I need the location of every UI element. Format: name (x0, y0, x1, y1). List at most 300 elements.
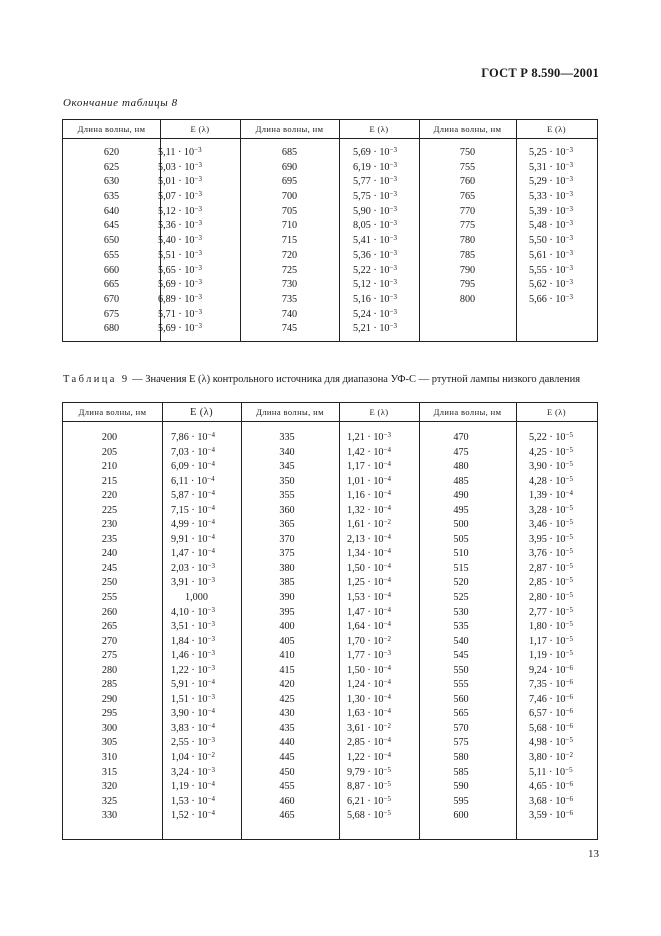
e-value-exponent: −3 (194, 263, 202, 272)
e-value-cell (529, 234, 599, 249)
e-value-mantissa: 5,48 · 10 (529, 220, 566, 232)
e-value-exponent: −3 (207, 692, 215, 701)
wavelength-cell: 520 (453, 577, 469, 589)
e-value-exponent: −3 (565, 175, 573, 184)
e-value-cell (529, 649, 599, 664)
wavelength-cell: 435 (279, 722, 295, 734)
e-value-mantissa: 1,39 · 10 (529, 490, 566, 502)
wavelength-cell: 635 (103, 191, 120, 203)
e-value-cell (171, 635, 241, 650)
e-value-exponent: −4 (207, 678, 215, 687)
e-value-mantissa: 1,80 · 10 (529, 621, 566, 633)
table8-col-wavelength-3: Длина волны, нм (433, 124, 502, 134)
wavelength-cell: 200 (101, 432, 118, 443)
e-value-mantissa: 3,91 · 10 (171, 577, 208, 589)
e-value-mantissa: 3,68 · 10 (529, 795, 566, 807)
e-value-cell (347, 707, 419, 722)
e-value-exponent: −5 (565, 634, 573, 643)
e-value-mantissa: 1,19 · 10 (171, 781, 208, 793)
e-value-mantissa: 1,47 · 10 (171, 548, 208, 560)
wavelength-cell: 730 (281, 279, 298, 291)
e-value-mantissa: 5,91 · 10 (171, 679, 208, 691)
e-value-cell (158, 219, 240, 234)
wavelength-cell: 570 (453, 722, 469, 734)
e-value-cell (347, 809, 419, 824)
e-value-exponent: −4 (383, 605, 391, 614)
wavelength-cell: 585 (453, 766, 469, 778)
e-value-cell (347, 751, 419, 766)
wavelength-cell: 335 (279, 432, 295, 443)
wavelength-cell: 785 (459, 249, 476, 261)
e-value-mantissa: 1,32 · 10 (347, 504, 384, 516)
table-8 (62, 119, 598, 342)
wavelength-cell: 375 (279, 548, 295, 560)
e-value-mantissa: 5,69 · 10 (353, 147, 390, 158)
e-value-cell (171, 707, 241, 722)
wavelength-cell: 485 (453, 475, 469, 487)
e-value-exponent: −3 (383, 431, 391, 439)
e-value-exponent: −4 (207, 547, 215, 556)
wavelength-cell: 695 (281, 176, 298, 188)
wavelength-cell: 305 (101, 737, 118, 749)
wavelength-cell: 480 (453, 461, 469, 473)
e-value-exponent: −3 (389, 248, 397, 257)
e-value-exponent: −3 (194, 146, 202, 154)
table9-caption (63, 374, 599, 386)
e-value-cell (171, 591, 241, 606)
wavelength-cell: 795 (459, 279, 476, 291)
e-value-mantissa: 1,42 · 10 (347, 446, 384, 458)
table9-value-column-1 (171, 431, 241, 824)
e-value-mantissa: 2,13 · 10 (347, 533, 384, 545)
e-value-exponent: −4 (383, 663, 391, 672)
e-value-exponent: −3 (383, 649, 391, 658)
e-value-cell (529, 606, 599, 621)
e-value-cell (171, 518, 241, 533)
e-value-cell (347, 635, 419, 650)
table9-caption-label: Таблица 9 (63, 374, 130, 385)
table9-col-e-3: E (λ) (546, 407, 567, 417)
e-value-mantissa: 7,03 · 10 (171, 446, 208, 458)
document-number: ГОСТ Р 8.590—2001 (481, 66, 599, 80)
e-value-mantissa: 7,86 · 10 (171, 432, 208, 443)
e-value-cell (158, 249, 240, 264)
e-value-cell (158, 234, 240, 249)
e-value-cell (353, 322, 419, 337)
e-value-exponent: −4 (383, 692, 391, 701)
e-value-exponent: −3 (389, 219, 397, 228)
e-value-exponent: −2 (383, 634, 391, 643)
e-value-cell (353, 264, 419, 279)
wavelength-cell: 410 (279, 650, 295, 662)
e-value-exponent: −4 (383, 532, 391, 541)
e-value-cell (529, 635, 599, 650)
e-value-cell (158, 146, 240, 161)
e-value-cell (347, 736, 419, 751)
e-value-mantissa: 4,98 · 10 (529, 737, 566, 749)
e-value-exponent: −3 (207, 605, 215, 614)
e-value-exponent: −5 (383, 765, 391, 774)
table9-col-wavelength-2: Длина волны, нм (256, 407, 324, 417)
wavelength-cell: 700 (281, 191, 298, 203)
e-value-exponent: −5 (565, 474, 573, 483)
wavelength-cell: 515 (453, 562, 469, 574)
wavelength-cell: 600 (453, 810, 469, 822)
e-value-cell (529, 809, 599, 824)
e-value-mantissa: 3,83 · 10 (171, 722, 208, 734)
e-value-mantissa: 9,91 · 10 (171, 533, 208, 545)
wavelength-cell: 555 (453, 679, 469, 691)
wavelength-cell: 550 (453, 664, 469, 676)
table8-col-e-2: E (λ) (369, 124, 389, 134)
e-value-exponent: −4 (383, 620, 391, 629)
e-value-cell (171, 678, 241, 693)
e-value-exponent: −3 (207, 765, 215, 774)
e-value-mantissa: 2,77 · 10 (529, 606, 566, 618)
e-value-cell (353, 205, 419, 220)
wavelength-cell: 465 (279, 810, 295, 822)
e-value-exponent: −3 (389, 146, 397, 154)
e-value-mantissa: 2,85 · 10 (347, 737, 384, 749)
e-value-exponent: −3 (194, 190, 202, 199)
e-value-mantissa: 5,50 · 10 (529, 235, 566, 247)
e-value-exponent: −3 (194, 278, 202, 287)
e-value-cell (171, 664, 241, 679)
e-value-exponent: −5 (565, 649, 573, 658)
e-value-mantissa: 6,57 · 10 (529, 708, 566, 720)
wavelength-cell: 385 (279, 577, 295, 589)
wavelength-cell: 250 (101, 577, 118, 589)
e-value-exponent: −3 (565, 204, 573, 213)
wavelength-cell: 400 (279, 621, 295, 633)
wavelength-cell: 655 (103, 249, 120, 261)
e-value-mantissa: 6,19 · 10 (353, 161, 390, 173)
e-value-mantissa: 1,17 · 10 (529, 635, 566, 647)
wavelength-cell: 355 (279, 490, 295, 502)
e-value-exponent: −3 (565, 160, 573, 169)
wavelength-cell: 750 (459, 147, 476, 158)
e-value-cell (171, 795, 241, 810)
e-value-cell (347, 547, 419, 562)
e-value-exponent: −5 (565, 561, 573, 570)
e-value-cell (158, 293, 240, 308)
e-value-cell (347, 780, 419, 795)
e-value-exponent: −5 (565, 620, 573, 629)
e-value-mantissa: 5,65 · 10 (158, 264, 195, 276)
e-value-exponent: −3 (207, 663, 215, 672)
wavelength-cell: 665 (103, 279, 120, 291)
wavelength-cell: 330 (101, 810, 118, 822)
e-value-mantissa: 1,50 · 10 (347, 664, 384, 676)
e-value-exponent: −3 (207, 649, 215, 658)
e-value-mantissa: 5,90 · 10 (353, 205, 390, 217)
wavelength-cell: 580 (453, 752, 469, 764)
e-value-mantissa: 5,41 · 10 (353, 235, 390, 247)
e-value-cell (171, 766, 241, 781)
e-value-exponent: −3 (194, 307, 202, 316)
wavelength-cell: 620 (103, 147, 120, 158)
e-value-mantissa: 3,59 · 10 (529, 810, 566, 822)
wavelength-cell: 645 (103, 220, 120, 232)
e-value-exponent: −3 (565, 248, 573, 257)
e-value-exponent: −3 (194, 292, 202, 301)
wavelength-cell: 405 (279, 635, 295, 647)
wavelength-cell: 425 (279, 693, 295, 705)
e-value-cell (353, 249, 419, 264)
e-value-cell (353, 175, 419, 190)
table8-col-wavelength-1: Длина волны, нм (77, 124, 146, 134)
e-value-cell (529, 278, 599, 293)
e-value-cell (353, 146, 419, 161)
e-value-exponent: −4 (565, 489, 573, 498)
wavelength-cell: 260 (101, 606, 118, 618)
e-value-cell (347, 678, 419, 693)
e-value-cell (158, 308, 240, 323)
wavelength-cell: 285 (101, 679, 118, 691)
wavelength-cell: 740 (281, 308, 298, 320)
e-value-exponent: −5 (383, 794, 391, 803)
table8-value-column-2 (353, 146, 419, 337)
e-value-exponent: −5 (565, 460, 573, 469)
e-value-cell (171, 736, 241, 751)
e-value-mantissa: 1,000 (185, 592, 208, 604)
e-value-exponent: −5 (383, 809, 391, 818)
wavelength-cell: 255 (101, 592, 118, 604)
e-value-mantissa: 5,68 · 10 (347, 810, 384, 822)
e-value-cell (158, 322, 240, 337)
e-value-cell (347, 576, 419, 591)
e-value-exponent: −4 (207, 489, 215, 498)
e-value-cell (529, 146, 599, 161)
wavelength-cell: 370 (279, 533, 295, 545)
e-value-cell (347, 533, 419, 548)
e-value-cell (529, 751, 599, 766)
wavelength-cell: 275 (101, 650, 118, 662)
e-value-exponent: −4 (207, 431, 215, 439)
e-value-mantissa: 4,10 · 10 (171, 606, 208, 618)
e-value-mantissa: 5,22 · 10 (529, 432, 566, 443)
e-value-exponent: −6 (565, 794, 573, 803)
e-value-mantissa: 3,90 · 10 (171, 708, 208, 720)
e-value-mantissa: 3,61 · 10 (347, 722, 384, 734)
e-value-mantissa: 1,16 · 10 (347, 490, 384, 502)
e-value-cell (158, 190, 240, 205)
e-value-mantissa: 5,69 · 10 (158, 323, 195, 335)
e-value-cell (347, 518, 419, 533)
e-value-cell (529, 190, 599, 205)
e-value-cell (529, 205, 599, 220)
e-value-mantissa: 1,24 · 10 (347, 679, 384, 691)
e-value-exponent: −3 (389, 234, 397, 243)
e-value-exponent: −3 (389, 190, 397, 199)
e-value-exponent: −5 (565, 518, 573, 527)
e-value-cell (529, 766, 599, 781)
e-value-cell (347, 489, 419, 504)
e-value-exponent: −4 (383, 445, 391, 454)
e-value-cell (353, 293, 419, 308)
e-value-exponent: −4 (383, 591, 391, 600)
e-value-mantissa: 5,36 · 10 (158, 220, 195, 232)
e-value-cell (158, 278, 240, 293)
e-value-cell (529, 547, 599, 562)
e-value-cell (171, 780, 241, 795)
wavelength-cell: 745 (281, 323, 298, 335)
wavelength-cell: 205 (101, 446, 118, 458)
wavelength-cell: 320 (101, 781, 118, 793)
e-value-mantissa: 7,46 · 10 (529, 693, 566, 705)
e-value-mantissa: 2,80 · 10 (529, 592, 566, 604)
e-value-cell (529, 664, 599, 679)
e-value-cell (171, 576, 241, 591)
e-value-mantissa: 5,31 · 10 (529, 161, 566, 173)
e-value-exponent: −3 (389, 307, 397, 316)
wavelength-cell: 595 (453, 795, 469, 807)
table9-col-wavelength-1: Длина волны, нм (78, 407, 147, 417)
e-value-exponent: −5 (565, 576, 573, 585)
e-value-mantissa: 5,71 · 10 (158, 308, 195, 320)
e-value-mantissa: 1,22 · 10 (347, 752, 384, 764)
wavelength-cell: 345 (279, 461, 295, 473)
table-9 (62, 402, 598, 840)
wavelength-cell: 225 (101, 504, 118, 516)
wavelength-cell: 500 (453, 519, 469, 531)
wavelength-cell: 540 (453, 635, 469, 647)
e-value-cell (529, 219, 599, 234)
wavelength-cell: 505 (453, 533, 469, 545)
e-value-exponent: −6 (565, 721, 573, 730)
wavelength-cell: 300 (101, 722, 118, 734)
e-value-mantissa: 1,51 · 10 (171, 693, 208, 705)
e-value-mantissa: 5,11 · 10 (158, 147, 195, 158)
e-value-mantissa: 5,75 · 10 (353, 191, 390, 203)
e-value-exponent: −4 (207, 460, 215, 469)
table8-col-wavelength-2: Длина волны, нм (255, 124, 324, 134)
e-value-cell (529, 175, 599, 190)
column-divider (339, 403, 340, 839)
e-value-exponent: −4 (207, 532, 215, 541)
wavelength-cell: 215 (101, 475, 118, 487)
e-value-exponent: −3 (565, 190, 573, 199)
e-value-mantissa: 2,85 · 10 (529, 577, 566, 589)
e-value-exponent: −3 (565, 146, 573, 154)
wavelength-cell: 765 (459, 191, 476, 203)
e-value-mantissa: 1,25 · 10 (347, 577, 384, 589)
wavelength-cell: 735 (281, 293, 298, 305)
wavelength-cell: 755 (459, 161, 476, 173)
e-value-exponent: −6 (565, 692, 573, 701)
e-value-mantissa: 8,87 · 10 (347, 781, 384, 793)
wavelength-cell: 685 (281, 147, 298, 158)
wavelength-cell: 495 (453, 504, 469, 516)
e-value-cell (158, 161, 240, 176)
wavelength-cell: 790 (459, 264, 476, 276)
wavelength-cell: 340 (279, 446, 295, 458)
e-value-mantissa: 9,24 · 10 (529, 664, 566, 676)
e-value-exponent: −5 (565, 605, 573, 614)
e-value-exponent: −3 (207, 634, 215, 643)
e-value-exponent: −6 (565, 707, 573, 716)
e-value-mantissa: 5,55 · 10 (529, 264, 566, 276)
e-value-mantissa: 3,95 · 10 (529, 533, 566, 545)
e-value-mantissa: 5,51 · 10 (158, 249, 195, 261)
e-value-exponent: −4 (207, 721, 215, 730)
e-value-mantissa: 6,21 · 10 (347, 795, 384, 807)
e-value-exponent: −4 (383, 561, 391, 570)
table9-col-wavelength-3: Длина волны, нм (433, 407, 502, 417)
e-value-exponent: −5 (565, 765, 573, 774)
e-value-cell (529, 678, 599, 693)
wavelength-cell: 270 (101, 635, 118, 647)
e-value-exponent: −3 (207, 736, 215, 745)
e-value-exponent: −4 (383, 547, 391, 556)
wavelength-cell: 475 (453, 446, 469, 458)
e-value-cell (347, 606, 419, 621)
table8-wavelength-column-2 (240, 146, 339, 337)
e-value-cell (529, 533, 599, 548)
wavelength-cell: 315 (101, 766, 118, 778)
column-divider (162, 403, 163, 839)
wavelength-cell: 295 (101, 708, 118, 720)
e-value-cell (529, 722, 599, 737)
e-value-exponent: −4 (383, 460, 391, 469)
e-value-exponent: −3 (389, 322, 397, 331)
e-value-cell (347, 504, 419, 519)
e-value-mantissa: 1,17 · 10 (347, 461, 384, 473)
e-value-exponent: −4 (383, 503, 391, 512)
wavelength-cell: 565 (453, 708, 469, 720)
e-value-exponent: −3 (194, 322, 202, 331)
e-value-mantissa: 1,64 · 10 (347, 621, 384, 633)
e-value-mantissa: 5,03 · 10 (158, 161, 195, 173)
e-value-mantissa: 1,70 · 10 (347, 635, 384, 647)
e-value-mantissa: 5,40 · 10 (158, 235, 195, 247)
table8-wavelength-column-3 (419, 146, 516, 308)
e-value-mantissa: 1,61 · 10 (347, 519, 384, 531)
e-value-mantissa: 6,11 · 10 (171, 475, 208, 487)
e-value-mantissa: 1,19 · 10 (529, 650, 566, 662)
e-value-cell (529, 460, 599, 475)
wavelength-cell: 455 (279, 781, 295, 793)
wavelength-cell: 775 (459, 220, 476, 232)
wavelength-cell: 625 (103, 161, 120, 173)
e-value-mantissa: 5,16 · 10 (353, 293, 390, 305)
wavelength-cell: 675 (103, 308, 120, 320)
wavelength-cell: 780 (459, 235, 476, 247)
e-value-mantissa: 5,24 · 10 (353, 308, 390, 320)
wavelength-cell: 760 (459, 176, 476, 188)
e-value-cell (171, 606, 241, 621)
e-value-cell (171, 489, 241, 504)
e-value-cell (529, 707, 599, 722)
e-value-mantissa: 1,77 · 10 (347, 650, 384, 662)
e-value-cell (529, 736, 599, 751)
wavelength-cell: 365 (279, 519, 295, 531)
e-value-mantissa: 4,65 · 10 (529, 781, 566, 793)
wavelength-cell: 800 (459, 293, 476, 305)
e-value-cell (529, 293, 599, 308)
e-value-exponent: −3 (565, 219, 573, 228)
e-value-exponent: −4 (383, 489, 391, 498)
table8-wavelength-column-1 (63, 146, 160, 337)
e-value-cell (529, 264, 599, 279)
column-divider (516, 120, 517, 341)
e-value-cell (347, 431, 419, 446)
e-value-mantissa: 2,03 · 10 (171, 562, 208, 574)
e-value-exponent: −5 (565, 445, 573, 454)
e-value-mantissa: 5,29 · 10 (529, 176, 566, 188)
e-value-mantissa: 5,33 · 10 (529, 191, 566, 203)
wavelength-cell: 490 (453, 490, 469, 502)
